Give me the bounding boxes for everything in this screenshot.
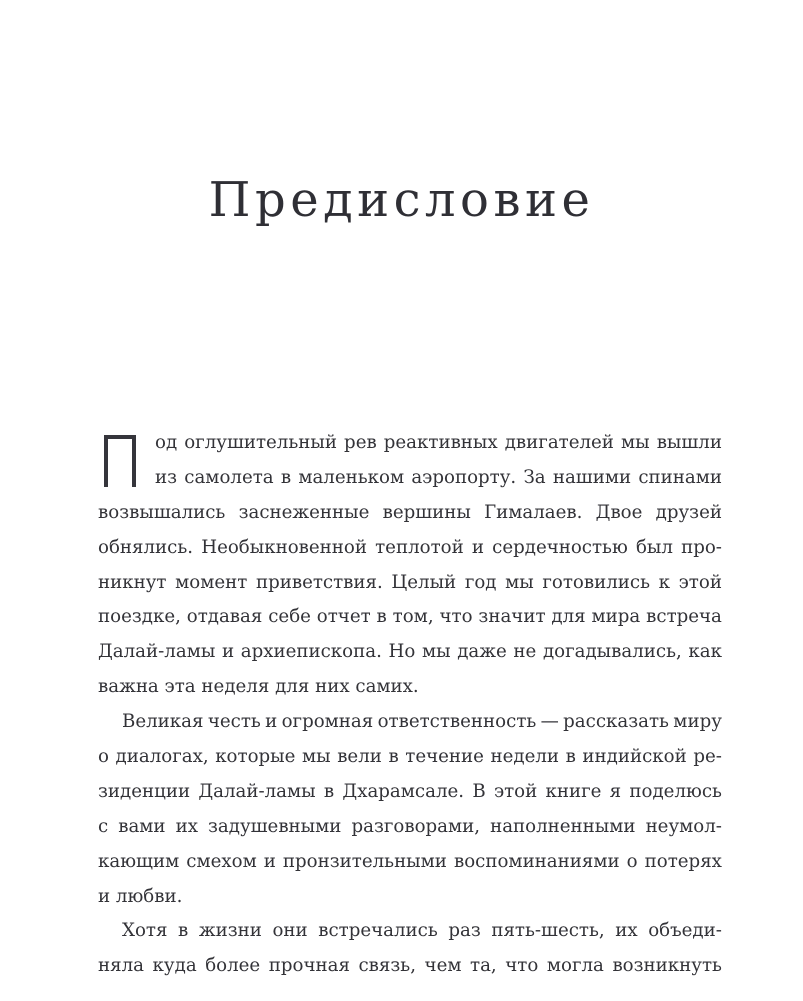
word: прочная xyxy=(268,955,350,977)
word: жизни xyxy=(198,920,262,942)
word: готовились xyxy=(542,571,650,593)
word: момент xyxy=(175,571,248,593)
text-line xyxy=(98,600,722,635)
word: наполненными xyxy=(490,815,636,837)
word: в xyxy=(178,920,189,942)
word: которые xyxy=(215,746,296,768)
word: архиепископа. xyxy=(240,641,382,663)
word: реактивных xyxy=(383,432,498,453)
word: миру xyxy=(673,711,722,733)
word: о xyxy=(98,746,109,768)
word: я xyxy=(609,780,622,802)
word: потерях xyxy=(644,850,722,872)
word: Двое xyxy=(595,501,643,523)
text-line xyxy=(98,461,722,496)
word: в xyxy=(376,606,387,628)
word: могла xyxy=(546,955,604,977)
word: их xyxy=(175,815,198,837)
word: даже xyxy=(457,641,507,663)
word: За xyxy=(523,466,546,488)
word: о xyxy=(626,850,638,872)
paragraph-3 xyxy=(98,914,722,984)
word: обнялись. xyxy=(98,536,194,558)
word: воспоминаниями xyxy=(453,850,620,872)
word: зиденции xyxy=(98,780,191,802)
word: их xyxy=(615,920,638,942)
word: пять-шесть, xyxy=(491,920,605,942)
word: вершины xyxy=(382,501,471,523)
word: огромная xyxy=(281,711,374,733)
word: себе xyxy=(268,606,311,628)
word: и xyxy=(471,536,484,558)
word: поездке, xyxy=(98,606,181,628)
word: двигателей xyxy=(504,432,614,453)
word: не xyxy=(513,641,537,663)
word: — xyxy=(540,711,559,733)
word: кающим xyxy=(98,850,180,872)
word: встреча xyxy=(646,606,722,628)
word: для xyxy=(551,606,586,628)
word: теплотой xyxy=(375,536,464,558)
word: в xyxy=(565,746,576,768)
word: как xyxy=(688,641,722,663)
text-line xyxy=(98,949,722,984)
word: Далай-ламы xyxy=(198,780,316,802)
word: и xyxy=(263,850,276,872)
word: том, xyxy=(392,606,434,628)
word: поделюсь xyxy=(629,780,722,802)
paragraph-1 xyxy=(98,426,722,705)
text-line xyxy=(98,914,722,949)
word: с xyxy=(98,815,109,837)
word: В xyxy=(472,780,486,802)
word: Необыкновенной xyxy=(201,536,367,558)
word: честь xyxy=(207,711,261,733)
word: и xyxy=(221,641,235,663)
word: индийской xyxy=(582,746,687,768)
dropcap-letter-pe xyxy=(104,435,136,487)
word: задушевными xyxy=(207,815,342,837)
word: что xyxy=(505,955,539,977)
word: никнут xyxy=(98,571,167,593)
text-line: и любви. xyxy=(98,885,183,907)
word: раз xyxy=(448,920,481,942)
word: этой xyxy=(493,780,538,802)
word: в xyxy=(280,466,292,488)
word: аэропорту. xyxy=(411,466,517,488)
word: спинами xyxy=(638,466,722,488)
word: ре- xyxy=(693,746,722,768)
word: возвышались xyxy=(98,501,226,523)
word: неумол- xyxy=(645,815,722,837)
chapter-title: Предисловие xyxy=(208,172,595,228)
word: более xyxy=(205,955,261,977)
word: чем xyxy=(424,955,462,977)
word: про- xyxy=(681,536,722,558)
word: приветствия. xyxy=(255,571,383,593)
word: был xyxy=(635,536,673,558)
word: Но xyxy=(388,641,416,663)
word: Целый xyxy=(391,571,457,593)
text-line xyxy=(98,566,722,601)
body-text xyxy=(98,426,722,984)
word: нашими xyxy=(552,466,632,488)
word: Хотя xyxy=(122,920,168,942)
text-line xyxy=(98,635,722,670)
word: вели xyxy=(337,746,382,768)
text-line xyxy=(98,496,722,531)
word: мира xyxy=(591,606,641,628)
word: Гималаев. xyxy=(484,501,583,523)
word: отдавая xyxy=(186,606,263,628)
word: из xyxy=(155,466,178,488)
text-line: важна эта неделя для них самих. xyxy=(98,676,419,698)
word: рев xyxy=(344,432,377,453)
word: смехом xyxy=(186,850,257,872)
word: няла xyxy=(98,955,144,977)
text-line xyxy=(98,740,722,775)
word: диалогах, xyxy=(115,746,209,768)
paragraph-2 xyxy=(98,705,722,914)
text-line xyxy=(98,810,722,845)
word: самолета xyxy=(184,466,274,488)
word: маленьком xyxy=(298,466,405,488)
word: друзей xyxy=(655,501,722,523)
word: возникнуть xyxy=(612,955,722,977)
word: объеди- xyxy=(648,920,722,942)
word: мы xyxy=(301,746,331,768)
word: отчет xyxy=(316,606,371,628)
text-line xyxy=(98,705,722,740)
word: в xyxy=(388,746,399,768)
word: год xyxy=(464,571,497,593)
word: что xyxy=(439,606,473,628)
word: в xyxy=(323,780,335,802)
word: ответственность xyxy=(377,711,537,733)
word: оглушительный xyxy=(184,432,337,453)
word: этой xyxy=(678,571,722,593)
word: вышли xyxy=(656,432,722,453)
word: Далай-ламы xyxy=(98,641,216,663)
word: од xyxy=(155,432,178,453)
word: и xyxy=(265,711,278,733)
word: мы xyxy=(621,432,650,453)
word: Великая xyxy=(122,711,204,733)
word: к xyxy=(658,571,670,593)
text-line xyxy=(98,531,722,566)
word: книге xyxy=(545,780,602,802)
word: Дхарамсале. xyxy=(342,780,465,802)
word: рассказать xyxy=(563,711,669,733)
word: встречались xyxy=(318,920,438,942)
word: мы xyxy=(421,641,451,663)
word: пронзительными xyxy=(282,850,447,872)
word: течение xyxy=(405,746,484,768)
text-line xyxy=(98,845,722,880)
text-line xyxy=(98,775,722,810)
word: куда xyxy=(152,955,197,977)
word: сердечностью xyxy=(492,536,628,558)
word: вами xyxy=(118,815,166,837)
word: связь, xyxy=(358,955,416,977)
text-line xyxy=(98,426,722,461)
word: догадывались, xyxy=(542,641,682,663)
word: значит xyxy=(478,606,546,628)
word: недели xyxy=(490,746,560,768)
word: та, xyxy=(470,955,497,977)
word: мы xyxy=(505,571,534,593)
word: заснеженные xyxy=(238,501,370,523)
word: разговорами, xyxy=(351,815,481,837)
word: они xyxy=(272,920,308,942)
